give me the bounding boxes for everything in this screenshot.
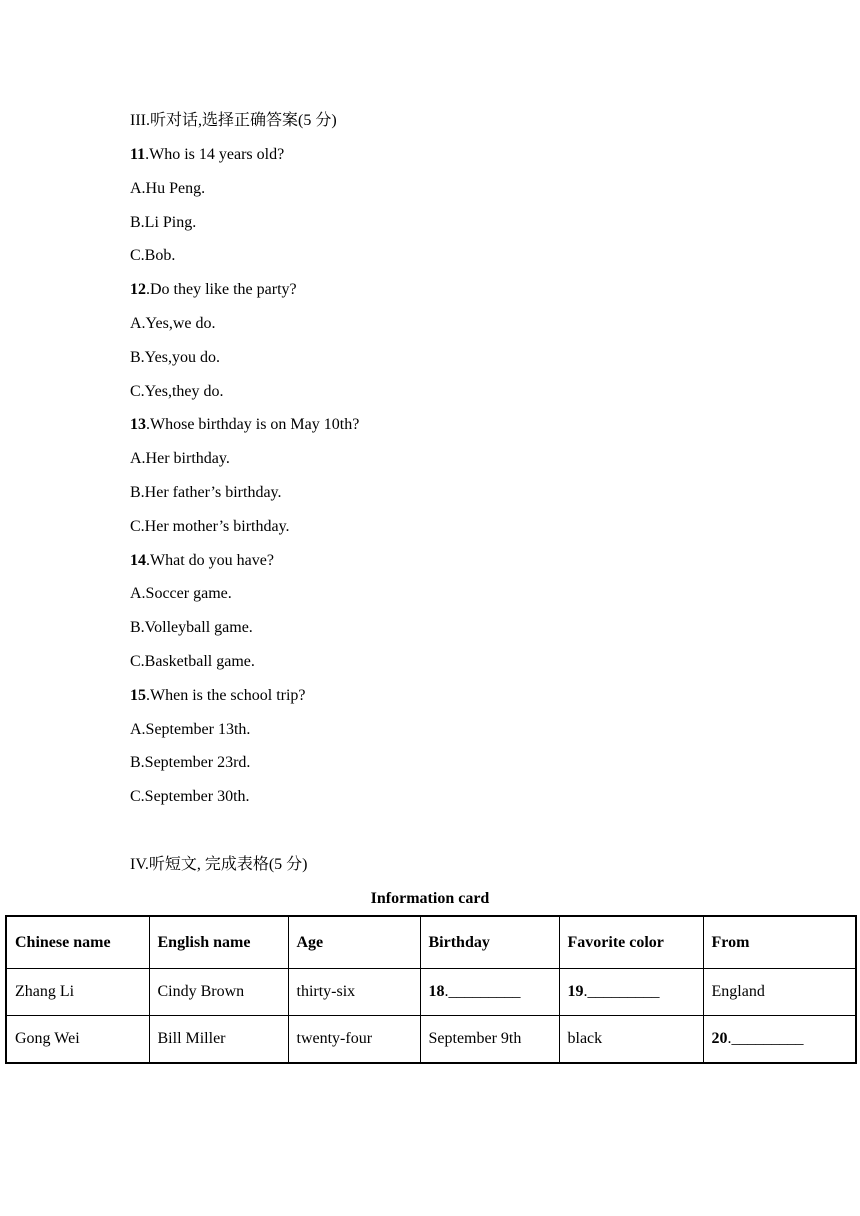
cell-favorite-color: black xyxy=(559,1016,703,1064)
table-row xyxy=(6,1016,856,1064)
question-12 xyxy=(130,279,297,301)
question-number: 11 xyxy=(130,146,146,163)
question-text: .Do they like the party? xyxy=(146,281,297,298)
cell-age: thirty-six xyxy=(288,969,420,1016)
question-text: .Who is 14 years old? xyxy=(145,146,285,163)
cell-from: England xyxy=(703,969,856,1016)
option-15-b: B.September 23rd. xyxy=(130,754,251,771)
cell-english-name: Cindy Brown xyxy=(149,969,288,1016)
option-14-c: C.Basketball game. xyxy=(130,653,255,670)
blank-number: 20 xyxy=(711,1030,728,1047)
option-13-a: A.Her birthday. xyxy=(130,450,230,467)
blank-line: ._________ xyxy=(583,983,660,1000)
cell-age: twenty-four xyxy=(288,1016,420,1064)
blank-number: 18 xyxy=(428,983,445,1000)
section-4-heading: IV.听短文, 完成表格(5 分) xyxy=(130,856,308,873)
header-age: Age xyxy=(288,916,420,969)
question-13 xyxy=(130,414,359,436)
information-card-table xyxy=(5,915,857,1064)
cell-birthday: September 9th xyxy=(420,1016,559,1064)
option-14-b: B.Volleyball game. xyxy=(130,619,253,636)
cell-color-blank xyxy=(559,969,703,1016)
option-12-c: C.Yes,they do. xyxy=(130,383,224,400)
blank-line: ._________ xyxy=(727,1030,804,1047)
option-14-a: A.Soccer game. xyxy=(130,585,232,602)
option-13-c: C.Her mother’s birthday. xyxy=(130,518,290,535)
header-chinese-name: Chinese name xyxy=(6,916,149,969)
header-favorite-color: Favorite color xyxy=(559,916,703,969)
question-text: .Whose birthday is on May 10th? xyxy=(146,416,360,433)
option-12-b: B.Yes,you do. xyxy=(130,349,220,366)
header-from: From xyxy=(703,916,856,969)
option-11-b: B.Li Ping. xyxy=(130,214,197,231)
option-15-c: C.September 30th. xyxy=(130,788,250,805)
information-card-title: Information card xyxy=(370,890,490,907)
cell-birthday-blank xyxy=(420,969,559,1016)
option-11-c: C.Bob. xyxy=(130,247,176,264)
blank-number: 19 xyxy=(567,983,584,1000)
question-15 xyxy=(130,685,306,707)
option-11-a: A.Hu Peng. xyxy=(130,180,206,197)
option-13-b: B.Her father’s birthday. xyxy=(130,484,282,501)
table-header-row xyxy=(6,916,856,969)
cell-chinese-name: Gong Wei xyxy=(6,1016,149,1064)
question-number: 15 xyxy=(130,687,146,704)
cell-from-blank xyxy=(703,1016,856,1064)
question-11 xyxy=(130,144,284,166)
section-3-heading: III.听对话,选择正确答案(5 分) xyxy=(130,112,337,129)
question-14 xyxy=(130,550,274,572)
blank-line: ._________ xyxy=(444,983,521,1000)
cell-chinese-name: Zhang Li xyxy=(6,969,149,1016)
cell-english-name: Bill Miller xyxy=(149,1016,288,1064)
question-text: .What do you have? xyxy=(146,552,274,569)
question-number: 13 xyxy=(130,416,146,433)
question-number: 12 xyxy=(130,281,146,298)
option-12-a: A.Yes,we do. xyxy=(130,315,216,332)
table-row xyxy=(6,969,856,1016)
question-text: .When is the school trip? xyxy=(146,687,306,704)
header-english-name: English name xyxy=(149,916,288,969)
header-birthday: Birthday xyxy=(420,916,559,969)
option-15-a: A.September 13th. xyxy=(130,721,251,738)
question-number: 14 xyxy=(130,552,146,569)
